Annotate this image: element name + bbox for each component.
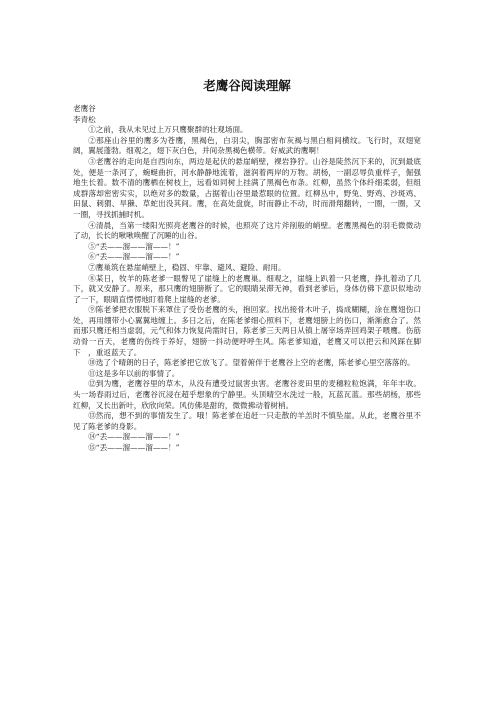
paragraph: ⑩选了个晴朗的日子，陈老爹把它放飞了。望着俯伴于老鹰谷上空的老鹰，陈老爹心里空落落的。 <box>88 358 415 368</box>
paragraph: ⑮“丢——溜——溜——！” <box>88 443 180 452</box>
paragraph: ④清晨，当第一缕阳光照亮老鹰谷的时候，也照亮了这片斧削般的峭壁。老鹰黑褐色的羽毛微微动了动，长长的啾啾唤醒了沉睡的山谷。 <box>73 220 421 241</box>
paragraph: ⑦鹰巢筑在悬崖峭壁上，稳固、牢靠、避风、避险、耐用。 <box>88 262 286 272</box>
paragraph: ⑥“丢——溜——溜——！” <box>88 252 180 262</box>
paragraph: ⑫到为鹰，老鹰谷里的草木，从没有遭受过鼠害虫害。老鹰谷麦田里的麦穗粒粒饱满，年年丰收。头一场春雨过后，老鹰谷沉浸在超乎想象的宁静里。头顶晴空水洗过一般，瓦蓝瓦蓝。那些胡杨，那些红柳，又长出新叶，欣欣向荣。风仿佛是甜的，微微拂动着树梢。 <box>73 379 421 410</box>
paragraph: ⑪这是多年以前的事情了。 <box>88 368 180 378</box>
paragraph: ⑬然而，想不到的事情发生了。哦！陈老爹在追赶一只走散的羊羔时不慎坠崖。从此，老鹰谷里不见了陈老爹的身影。 <box>73 411 421 431</box>
document-title: 老鹰谷阅读理解 <box>203 78 291 93</box>
paragraph: ②那座山谷里的鹰多为苍鹰，黑褐色，白羽尖，胸部密布灰褐与黑白相间横纹。飞行时，双翅宽阔，翼展蓬勃。细观之，翅下灰白色，并间杂黑褐色横带。好威武的鹰啊！ <box>73 135 421 156</box>
paragraph: ⑭“丢——溜——溜——！” <box>88 432 180 442</box>
paragraph: ③老鹰谷的走向是自西向东，两边是起伏的悬崖峭壁，裸岩狰狞。山谷是陡然沉下来的，沉到最底处，便是一条河了，蜿蜒曲折，河水静静地流着，滋润着两岸的万物。胡杨，一副忍辱负重样子，倔强地生长着。数不清的鹰栖在树枝上，远看如同树上挂满了黑褐色布条。红柳，虽然个体纤细柔弱，但组成群落却密密实实，以绝对多的数量，占据着山谷里最惹眼的位置。红柳丛中，野兔、野鸡、沙斑鸡、田鼠、刺猬、旱獭、草蛇出没其间。鹰，在高处盘旋，时而静止不动，时而滑翔翻转，一圈，一圈，又一圈，寻找抓捕时机。 <box>73 156 421 219</box>
article-title: 老鹰谷 <box>73 104 96 113</box>
paragraph: ⑤“丢——溜——溜——！” <box>88 241 180 251</box>
paragraph: ⑧某日，牧羊的陈老爹一眼瞥见了崖缝上的老鹰巢。细观之，崖缝上趴着一只老鹰，挣扎着动了几下，就又安静了。原来，那只鹰的翅膀断了。它的眼睛呆滞无神，看到老爹后，身体仿佛下意识似地动了一下，眼睛直愣愣地盯着爬上崖缝的老爹。 <box>73 273 421 304</box>
paragraph: ①之前，我从未见过上万只鹰聚群的壮观场面。 <box>88 125 248 135</box>
paragraph: ⑨陈老爹把衣服脱下来罩住了受伤老鹰的头，抱回家。找出接骨木叶子，捣成糊糊，涂在鹰翅伤口处，再用绷带小心翼翼地缠上。多日之后，在陈老爹细心照料下，老鹰翅膀上的伤口，渐渐愈合了。然而那只鹰还相当虚弱，元气和体力恢复尚需时日，陈老爹三天两日从镇上屠宰场弄回鸡架子喂鹰。伤筋动骨一百天，老鹰的伤终于养好，翅膀一抖动便呼呼生风。陈老爹知道，老鹰又可以把云和风踩在脚下 ，重返蓝天了。 <box>73 305 421 357</box>
author-name: 李青松 <box>73 114 96 124</box>
document-page <box>73 78 421 454</box>
